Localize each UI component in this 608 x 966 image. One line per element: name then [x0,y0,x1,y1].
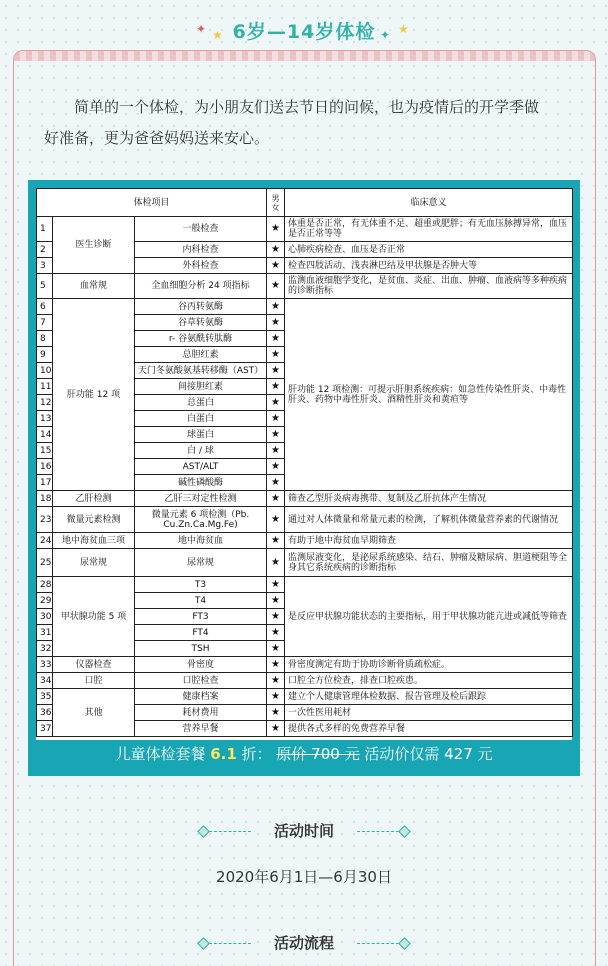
star-mark: ★ [267,657,285,673]
star-mark: ★ [267,217,285,242]
item-cell: 外科检查 [135,258,267,274]
category-cell: 尿常规 [53,549,135,577]
row-number: 31 [37,625,53,641]
item-cell: T4 [135,593,267,609]
star-mark: ★ [267,625,285,641]
row-number: 37 [37,721,53,737]
star-mark: ★ [267,274,285,299]
meaning-cell: 筛查乙型肝炎病毒携带、复制及乙肝抗体产生情况 [285,491,573,507]
item-cell: FT3 [135,609,267,625]
category-cell: 地中海贫血三项 [53,533,135,549]
star-mark: ★ [267,593,285,609]
star-mark: ★ [267,443,285,459]
star-mark: ★ [267,609,285,625]
item-cell: 天门冬氨酸氨基转移酶（AST） [135,363,267,379]
row-number: 7 [37,315,53,331]
row-number: 14 [37,427,53,443]
process-heading [0,932,608,953]
star-mark: ★ [267,689,285,705]
header-meaning: 临床意义 [285,189,573,217]
star-mark: ★ [267,507,285,533]
category-cell: 血常规 [53,274,135,299]
item-cell: 总蛋白 [135,395,267,411]
item-cell: 地中海贫血 [135,533,267,549]
checkup-table-panel [28,180,580,776]
star-mark: ★ [267,395,285,411]
table-row [37,577,573,593]
row-number: 8 [37,331,53,347]
page-title: 6岁—14岁体检 [232,21,376,43]
star-mark: ★ [267,705,285,721]
intro-line-1: 简单的一个体检，为小朋友们送去节日的问候，也为疫情后的开学季做 [74,98,540,116]
item-cell: 尿常规 [135,549,267,577]
row-number: 15 [37,443,53,459]
meaning-cell: 监测尿液变化，是泌尿系统感染、结石、肿瘤及糖尿病、胆道梗阻等全身其它系统疾病的诊断指标 [285,549,573,577]
meaning-cell: 提供各式多样的免费营养早餐 [285,721,573,737]
row-number: 29 [37,593,53,609]
item-cell: 碱性磷酸酶 [135,475,267,491]
item-cell: 全血细胞分析 24 项指标 [135,274,267,299]
star-mark: ★ [267,242,285,258]
meaning-cell: 骨密度测定有助于协助诊断骨质疏松症。 [285,657,573,673]
schedule-dates: 2020年6月1日—6月30日 [216,868,392,886]
table-row [37,507,573,533]
row-number: 24 [37,533,53,549]
star-mark: ★ [267,427,285,443]
page-header [0,14,608,50]
item-cell: 微量元素 6 项检测（Pb. Cu.Zn.Ca.Mg.Fe) [135,507,267,533]
item-cell: 球蛋白 [135,427,267,443]
row-number: 11 [37,379,53,395]
row-number: 30 [37,609,53,625]
item-cell: 健康档案 [135,689,267,705]
header-item: 体检项目 [37,189,267,217]
item-cell: AST/ALT [135,459,267,475]
item-cell: TSH [135,641,267,657]
item-cell: 谷草转氨酶 [135,315,267,331]
category-cell: 其他 [53,689,135,737]
star-mark: ★ [267,491,285,507]
item-cell: 耗材费用 [135,705,267,721]
diamond-divider-icon [347,827,409,837]
diamond-divider-icon [347,939,409,949]
diamond-divider-icon [199,939,261,949]
row-number: 17 [37,475,53,491]
meaning-cell: 一次性医用耗材 [285,705,573,721]
star-mark: ★ [267,549,285,577]
row-number: 16 [37,459,53,475]
promo-prefix: 儿童体检套餐 [115,745,206,763]
meaning-cell: 通过对人体微量和常量元素的检测，了解机体微量营养素的代谢情况 [285,507,573,533]
process-title: 活动流程 [273,934,334,952]
row-number: 13 [37,411,53,427]
item-cell: 口腔检查 [135,673,267,689]
star-mark: ★ [267,641,285,657]
category-cell: 口腔 [53,673,135,689]
item-cell: FT4 [135,625,267,641]
star-mark: ★ [267,577,285,593]
item-cell: 总胆红素 [135,347,267,363]
row-number: 32 [37,641,53,657]
category-cell: 肝功能 12 项 [53,299,135,491]
table-row [37,533,573,549]
meaning-cell: 体重是否正常，有无体重不足、超重或肥胖；有无血压脉搏异常，血压是否正常等等 [285,217,573,242]
table-row [37,217,573,242]
item-cell: r- 谷氨酰转肽酶 [135,331,267,347]
row-number: 33 [37,657,53,673]
promo-deal-price: 活动价仅需 427 元 [364,745,493,763]
table-row [37,274,573,299]
row-number: 10 [37,363,53,379]
meaning-cell: 心肺疾病检查、血压是否正常 [285,242,573,258]
star-mark: ★ [267,533,285,549]
item-cell: 乙肝三对定性检测 [135,491,267,507]
table-row [37,299,573,315]
star-mark: ★ [267,721,285,737]
table-row [37,549,573,577]
meaning-cell: 口腔全方位检查，排查口腔疾患。 [285,673,573,689]
promo-suffix: 折： [241,745,272,763]
item-cell: T3 [135,577,267,593]
row-number: 2 [37,242,53,258]
checkup-table [36,188,573,737]
star-sparkle-icon: ★ [212,28,223,42]
category-cell: 医生诊断 [53,217,135,274]
checkup-table-container [36,188,572,740]
star-mark: ★ [267,411,285,427]
category-cell: 仪器检查 [53,657,135,673]
table-header-row [37,189,573,217]
star-sparkle-icon: ✦ [380,28,391,42]
diamond-divider-icon [199,827,261,837]
meaning-cell: 有助于地中海贫血早期筛查 [285,533,573,549]
star-mark: ★ [267,299,285,315]
star-sparkle-icon: ✦ [196,22,207,36]
item-cell: 骨密度 [135,657,267,673]
row-number: 35 [37,689,53,705]
row-number: 25 [37,549,53,577]
intro-line-2: 好准备，更为爸爸妈妈送来安心。 [44,129,270,147]
star-mark: ★ [267,258,285,274]
item-cell: 谷丙转氨酶 [135,299,267,315]
item-cell: 内科检查 [135,242,267,258]
schedule-title: 活动时间 [273,822,334,840]
row-number: 23 [37,507,53,533]
table-row [37,491,573,507]
table-row [37,689,573,705]
row-number: 9 [37,347,53,363]
row-number: 12 [37,395,53,411]
meaning-cell: 建立个人健康管理体检数据、报告管理及检后跟踪 [285,689,573,705]
star-mark: ★ [267,673,285,689]
meaning-cell: 监测血液细胞学变化，是贫血、炎症、出血、肿瘤、血液病等多种疾病的诊断指标 [285,274,573,299]
star-mark: ★ [267,379,285,395]
item-cell: 营养早餐 [135,721,267,737]
star-mark: ★ [267,475,285,491]
category-cell: 乙肝检测 [53,491,135,507]
star-mark: ★ [267,363,285,379]
row-number: 36 [37,705,53,721]
star-sparkle-icon: ★ [398,22,409,36]
star-mark: ★ [267,459,285,475]
row-number: 1 [37,217,53,242]
category-cell: 微量元素检测 [53,507,135,533]
star-mark: ★ [267,331,285,347]
row-number: 34 [37,673,53,689]
table-row [37,673,573,689]
star-mark: ★ [267,315,285,331]
item-cell: 间接胆红素 [135,379,267,395]
row-number: 3 [37,258,53,274]
card-decoration-strip [14,51,595,61]
promo-original-price: 原价 700 元 [276,745,360,763]
table-row [37,657,573,673]
item-cell: 一般检查 [135,217,267,242]
promo-banner [36,740,572,768]
item-cell: 白蛋白 [135,411,267,427]
meaning-cell: 肝功能 12 项检测：可提示肝胆系统疾病：如急性传染性肝炎、中毒性肝炎、药物中毒性肝炎、酒精性肝炎和黄疸等 [285,299,573,491]
item-cell: 白 / 球 [135,443,267,459]
row-number: 28 [37,577,53,593]
row-number: 6 [37,299,53,315]
header-gender: 男女 [267,189,285,217]
category-cell: 甲状腺功能 5 项 [53,577,135,657]
schedule-heading [0,820,608,841]
row-number: 5 [37,274,53,299]
promo-rate: 6.1 [210,745,237,763]
star-mark: ★ [267,347,285,363]
row-number: 18 [37,491,53,507]
meaning-cell: 是反应甲状腺功能状态的主要指标，用于甲状腺功能亢进或减低等筛查 [285,577,573,657]
meaning-cell: 检查四肢活动、浅表淋巴结及甲状腺是否肿大等 [285,258,573,274]
